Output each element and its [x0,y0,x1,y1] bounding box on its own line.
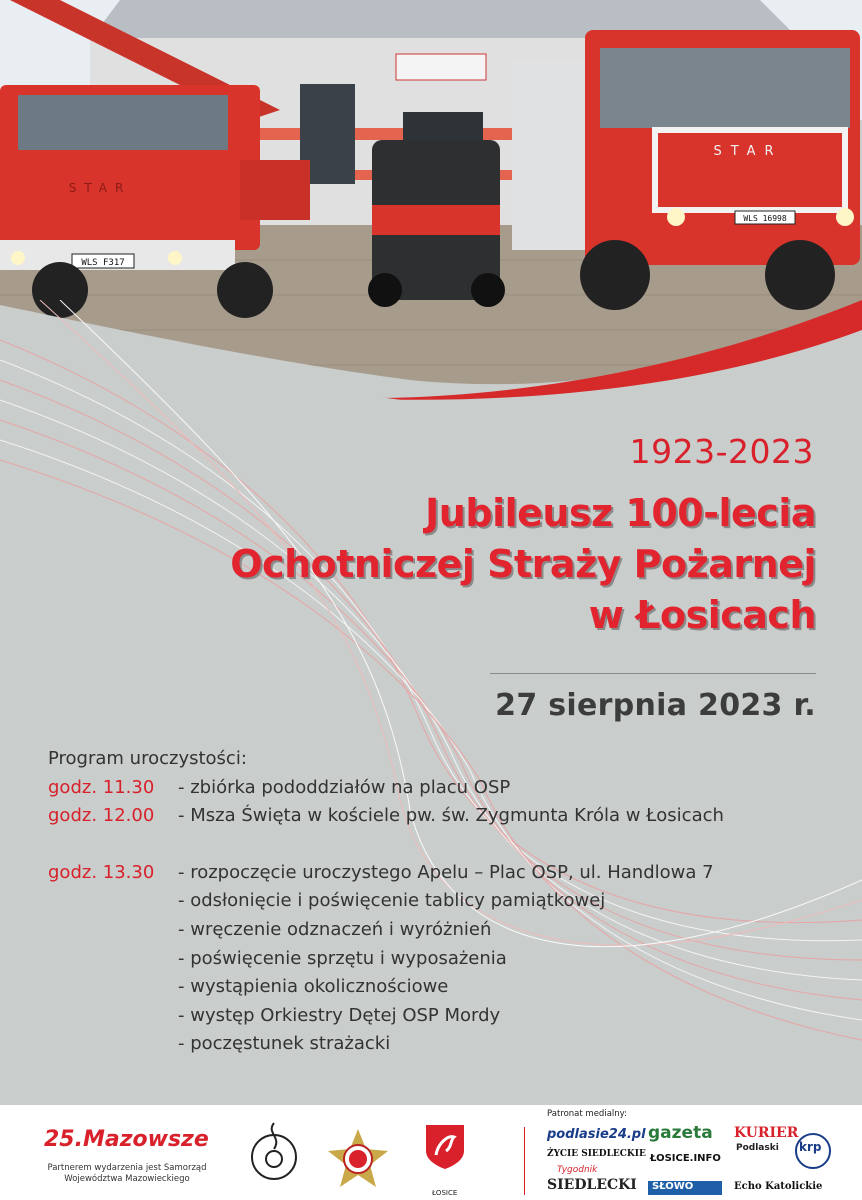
program-time: godz. 11.30 [48,776,155,798]
program-subitem: - odsłonięcie i poświęcenie tablicy pamiątkowej [178,890,606,912]
title-line-1: Jubileusz 100-lecia [425,491,816,535]
jubilee-title [56,488,816,641]
footer-divider [524,1127,525,1195]
program-subitem: - poświęcenie sprzętu i wyposażenia [178,947,507,969]
partner-text: Partnerem wydarzenia jest Samorząd Województwa Mazowieckiego [47,1163,207,1184]
program-time: godz. 12.00 [48,805,155,827]
losice-coat-of-arms-icon [424,1123,466,1171]
title-line-3: w Łosicach [588,593,816,637]
mazowsze-logo [44,1127,209,1152]
program-desc: - zbiórka pododdziałów na placu OSP [178,776,511,798]
media-podlasie24[interactable]: podlasie24.pl [547,1127,646,1142]
program-item [48,859,848,888]
patronat-label: Patronat medialny: [547,1109,627,1119]
plate-right: WLS 16998 [743,214,787,223]
media-kurier-sub[interactable]: Podlaski [736,1143,779,1153]
program-desc: - rozpoczęcie uroczystego Apelu – Plac OSP, ul. Handlowa 7 [178,861,714,883]
losice-label: ŁOSICE [432,1189,458,1197]
plate-left: WLS F317 [81,258,125,268]
fire-cross-emblem-icon [326,1127,390,1191]
program-item [48,774,848,803]
osp-emblem-icon [248,1119,300,1191]
program-subitem: - wystąpienia okolicznościowe [178,976,449,998]
program-subitem: - występ Orkiestry Dętej OSP Mordy [178,1004,501,1026]
media-krp[interactable]: krp [799,1140,822,1154]
truck-badge-left: STAR [68,181,132,195]
media-tygodnik[interactable]: Tygodnik [557,1165,598,1175]
media-kurier[interactable]: KURIER [734,1125,799,1141]
program-subitem: - wręczenie odznaczeń i wyróżnień [178,918,492,940]
event-date: 27 sierpnia 2023 r. [495,688,816,723]
media-slowo[interactable]: SŁOWO [648,1181,722,1195]
mazowsze-logo-text: 25.Mazowsze [44,1127,209,1152]
program-title: Program uroczystości: [48,748,247,769]
media-echo-katolickie[interactable]: Echo Katolickie [734,1181,823,1192]
truck-badge-right: STAR [713,144,783,159]
footer-logos [0,1105,862,1200]
divider [490,673,816,674]
media-siedlecki[interactable]: SIEDLECKI [547,1177,637,1193]
program-desc: - Msza Święta w kościele pw. św. Zygmunta Króla w Łosicach [178,805,724,827]
media-zycie-siedleckie[interactable]: ŻYCIE SIEDLECKIE [547,1149,646,1159]
years-heading: 1923-2023 [629,432,814,471]
title-line-2: Ochotniczej Straży Pożarnej [230,542,816,586]
program [48,745,848,1059]
media-gazeta[interactable]: gazeta [648,1123,713,1143]
program-subitem: - poczęstunek strażacki [178,1033,391,1055]
media-losice-info[interactable]: ŁOSICE.INFO [650,1153,721,1164]
program-item [48,802,848,831]
program-time: godz. 13.30 [48,861,155,883]
